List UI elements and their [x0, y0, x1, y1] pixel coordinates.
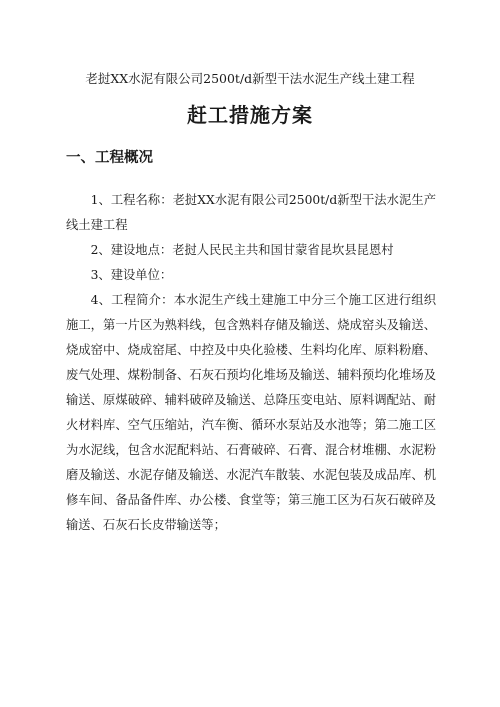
paragraph-owner: 3、建设单位： [90, 268, 173, 282]
document-title: 赶工措施方案 [187, 103, 313, 127]
document-subtitle: 老挝XX水泥有限公司2500t/d新型干法水泥生产线土建工程 [85, 71, 415, 86]
paragraph-location: 2、建设地点：老挝人民民主共和国甘蒙省昆坎县昆恩村 [90, 243, 394, 257]
paragraph-overview: 4、工程简介：本水泥生产线土建施工中分三个施工区进行组织施工，第一片区为熟料线，包含熟料存储及输送、烧成窑头及输送、烧成窑中、烧成窑尾、中控及中央化验楼、生料均化库、原料粉磨、废气处理、煤粉制备、石灰石预均化堆场及输送、辅料预均化堆场及输送、原煤破碎、辅料破碎及输送、总降压变电站、原料调配站、耐火材料库、空气压缩站，汽车衡、循环水泵站及水池等；第二施工区为水泥线，包含水泥配料站、石膏破碎、石膏、混合材堆棚、水泥粉磨及输送、水泥存储及输送、水泥汽车散装、水泥包装及成品库、机修车间、备品备件库、办公楼、食堂等；第三施工区为石灰石破碎及输送、石灰石长皮带输送等； [66, 293, 436, 532]
paragraph-project-name: 1、工程名称：老挝XX水泥有限公司2500t/d新型干法水泥生产线土建工程 [66, 193, 436, 232]
section-heading: 一、工程概况 [66, 150, 153, 166]
document-body [66, 188, 436, 538]
